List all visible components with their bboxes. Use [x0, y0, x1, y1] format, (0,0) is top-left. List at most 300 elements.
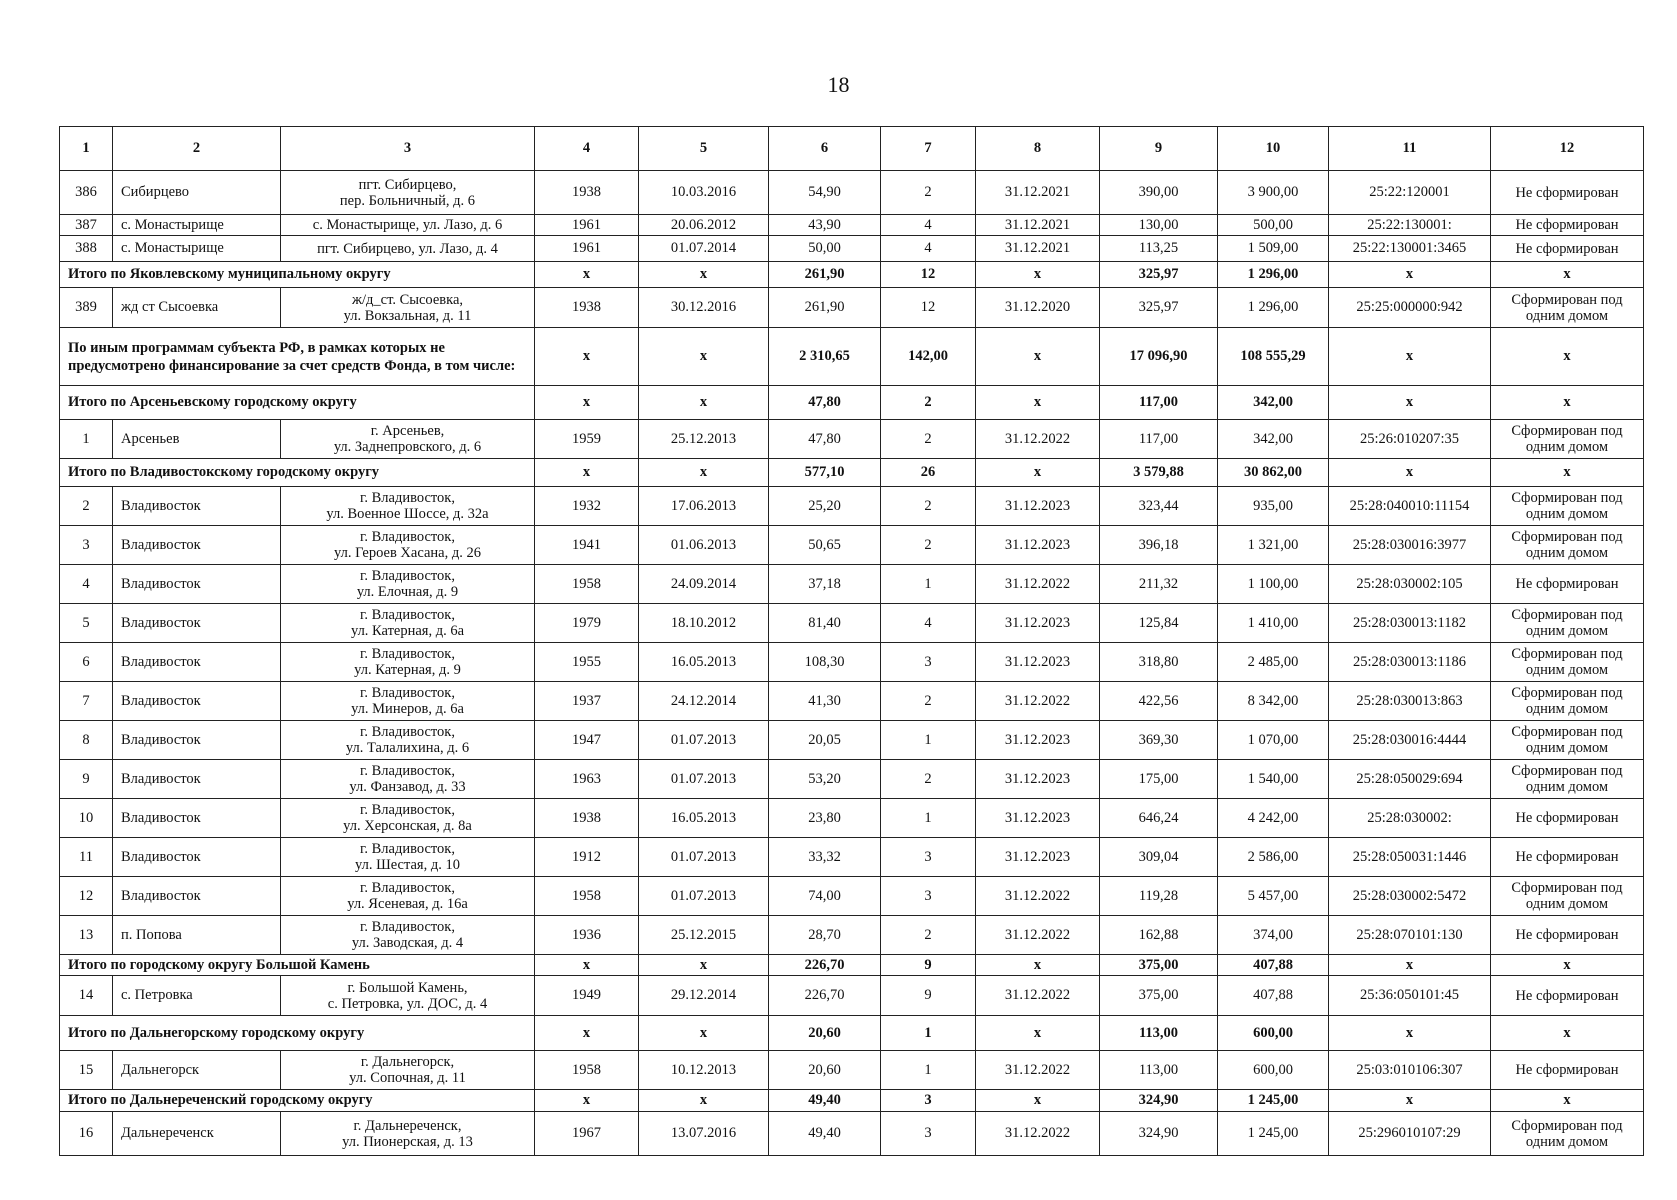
year-built-cell: 1941 [535, 526, 639, 565]
land-status-cell [1491, 760, 1644, 799]
column-10-cell: 1 540,00 [1218, 760, 1329, 799]
year-built-cell: 1938 [535, 171, 639, 215]
recognition-date-cell: 16.05.2013 [639, 643, 769, 682]
subtotal-area: 226,70 [769, 955, 881, 976]
cadastral-number-cell: 25:22:130001: [1329, 215, 1491, 236]
grand-total-row [60, 328, 1644, 386]
locality-cell: Владивосток [113, 643, 281, 682]
subtotal-residents: 9 [881, 955, 976, 976]
address-line-1: г. Владивосток, [360, 763, 455, 779]
residents-cell: 1 [881, 721, 976, 760]
land-status-cell [1491, 526, 1644, 565]
cadastral-number-cell: 25:25:000000:942 [1329, 288, 1491, 328]
row-number: 13 [60, 916, 113, 955]
address-line-1: г. Владивосток, [360, 607, 455, 623]
locality-cell: Владивосток [113, 604, 281, 643]
year-built-cell: 1955 [535, 643, 639, 682]
subtotal-area: 577,10 [769, 459, 881, 487]
deadline-cell: 31.12.2022 [976, 565, 1100, 604]
subtotal-column-9: 17 096,90 [1100, 328, 1218, 386]
recognition-date-cell: 29.12.2014 [639, 976, 769, 1016]
table-row [60, 288, 1644, 328]
subtotal-column-5: x [639, 386, 769, 420]
address-line-2: ул. Заднепровского, д. 6 [333, 439, 482, 455]
residents-cell: 2 [881, 916, 976, 955]
row-number: 386 [60, 171, 113, 215]
recognition-date-cell: 24.09.2014 [639, 565, 769, 604]
recognition-date-cell: 01.07.2013 [639, 877, 769, 916]
year-built-cell: 1963 [535, 760, 639, 799]
table-row [60, 236, 1644, 262]
column-10-cell: 1 245,00 [1218, 1112, 1329, 1156]
recognition-date-cell: 24.12.2014 [639, 682, 769, 721]
locality-cell: Владивосток [113, 877, 281, 916]
column-10-cell: 1 100,00 [1218, 565, 1329, 604]
subtotal-column-9: 375,00 [1100, 955, 1218, 976]
land-status-line-1: Не сформирован [1515, 927, 1619, 943]
column-9-cell: 422,56 [1100, 682, 1218, 721]
address-line-1: пгт. Сибирцево, [358, 176, 457, 193]
table-row [60, 682, 1644, 721]
address-cell [281, 604, 535, 643]
row-number: 9 [60, 760, 113, 799]
year-built-cell: 1967 [535, 1112, 639, 1156]
deadline-cell: 31.12.2023 [976, 721, 1100, 760]
subtotal-column-4: x [535, 1090, 639, 1112]
column-9-cell: 119,28 [1100, 877, 1218, 916]
recognition-date-cell: 30.12.2016 [639, 288, 769, 328]
recognition-date-cell: 25.12.2015 [639, 916, 769, 955]
address-line-1: г. Владивосток, [360, 568, 455, 584]
cadastral-number-cell: 25:22:120001 [1329, 171, 1491, 215]
land-status-line-2: одним домом [1525, 307, 1609, 324]
table-row [60, 721, 1644, 760]
address-cell [281, 215, 535, 236]
area-cell: 33,32 [769, 838, 881, 877]
subtotal-label: Итого по Владивостокскому городскому округу [60, 459, 535, 487]
address-line-1: г. Владивосток, [360, 685, 455, 701]
column-10-cell: 342,00 [1218, 420, 1329, 459]
year-built-cell: 1961 [535, 215, 639, 236]
subtotal-label: По иным программам субъекта РФ, в рамках которых не предусмотрено финансирование за счет средств Фонда, в том числе: [60, 328, 535, 386]
row-number: 15 [60, 1051, 113, 1090]
land-status-line-2: одним домом [1525, 779, 1609, 795]
deadline-cell: 31.12.2023 [976, 487, 1100, 526]
subtotal-column-11: x [1329, 328, 1491, 386]
address-line-2: ул. Героев Хасана, д. 26 [334, 545, 481, 561]
subtotal-column-11: x [1329, 386, 1491, 420]
land-status-line-1: Не сформирован [1515, 576, 1619, 592]
land-status-line-2: одним домом [1525, 545, 1609, 561]
subtotal-column-10: 407,88 [1218, 955, 1329, 976]
subtotal-column-12: x [1491, 459, 1644, 487]
subtotal-label: Итого по Дальнереченский городскому округу [60, 1090, 535, 1112]
column-10-cell: 1 070,00 [1218, 721, 1329, 760]
deadline-cell: 31.12.2022 [976, 1051, 1100, 1090]
column-10-cell: 2 485,00 [1218, 643, 1329, 682]
table-row [60, 1051, 1644, 1090]
subtotal-column-5: x [639, 955, 769, 976]
table-row [60, 420, 1644, 459]
year-built-cell: 1958 [535, 1051, 639, 1090]
subtotal-column-9: 3 579,88 [1100, 459, 1218, 487]
address-line-2: ул. Херсонская, д. 8а [343, 818, 472, 834]
recognition-date-cell: 18.10.2012 [639, 604, 769, 643]
column-9-cell: 175,00 [1100, 760, 1218, 799]
land-status-line-1: Сформирован под [1511, 1117, 1623, 1134]
land-status-cell [1491, 916, 1644, 955]
address-line-2: пер. Больничный, д. 6 [339, 192, 476, 209]
subtotal-column-4: x [535, 386, 639, 420]
land-status-line-2: одним домом [1525, 623, 1609, 639]
address-cell [281, 976, 535, 1016]
land-status-cell [1491, 643, 1644, 682]
deadline-cell: 31.12.2022 [976, 916, 1100, 955]
subtotal-column-5: x [639, 262, 769, 288]
column-9-cell: 646,24 [1100, 799, 1218, 838]
column-9-cell: 396,18 [1100, 526, 1218, 565]
land-status-line-1: Сформирован под [1511, 646, 1623, 662]
subtotal-column-4: x [535, 459, 639, 487]
area-cell: 25,20 [769, 487, 881, 526]
address-cell [281, 799, 535, 838]
recognition-date-cell: 10.03.2016 [639, 171, 769, 215]
subtotal-area: 261,90 [769, 262, 881, 288]
deadline-cell: 31.12.2023 [976, 760, 1100, 799]
residents-cell: 1 [881, 799, 976, 838]
column-9-cell: 113,00 [1100, 1051, 1218, 1090]
row-number: 7 [60, 682, 113, 721]
locality-cell: Владивосток [113, 487, 281, 526]
subtotal-label: Итого по Яковлевскому муниципальному округу [60, 262, 535, 288]
area-cell: 74,00 [769, 877, 881, 916]
column-header: 2 [113, 127, 281, 171]
deadline-cell: 31.12.2022 [976, 1112, 1100, 1156]
year-built-cell: 1958 [535, 565, 639, 604]
subtotal-area: 47,80 [769, 386, 881, 420]
column-header: 1 [60, 127, 113, 171]
address-line-2: ул. Ясеневая, д. 16а [347, 896, 468, 912]
area-cell: 50,00 [769, 236, 881, 262]
subtotal-column-8: x [976, 955, 1100, 976]
address-line-2: ул. Сопочная, д. 11 [349, 1070, 466, 1086]
subtotal-row [60, 386, 1644, 420]
row-number: 11 [60, 838, 113, 877]
subtotal-area: 2 310,65 [769, 328, 881, 386]
cadastral-number-cell: 25:28:030002: [1329, 799, 1491, 838]
cadastral-number-cell: 25:22:130001:3465 [1329, 236, 1491, 262]
column-header: 4 [535, 127, 639, 171]
year-built-cell: 1961 [535, 236, 639, 262]
address-line-2: ул. Минеров, д. 6а [351, 701, 464, 717]
locality-cell: Владивосток [113, 682, 281, 721]
cadastral-number-cell: 25:296010107:29 [1329, 1112, 1491, 1156]
recognition-date-cell: 01.07.2013 [639, 721, 769, 760]
subtotal-column-8: x [976, 328, 1100, 386]
column-header: 12 [1491, 127, 1644, 171]
column-10-cell: 1 410,00 [1218, 604, 1329, 643]
recognition-date-cell: 17.06.2013 [639, 487, 769, 526]
residents-cell: 4 [881, 236, 976, 262]
column-9-cell: 130,00 [1100, 215, 1218, 236]
cadastral-number-cell: 25:03:010106:307 [1329, 1051, 1491, 1090]
land-status-line-1: Не сформирован [1515, 987, 1619, 1004]
subtotal-column-10: 30 862,00 [1218, 459, 1329, 487]
address-line-2: ул. Военное Шоссе, д. 32а [326, 506, 489, 522]
land-status-line-2: одним домом [1525, 662, 1609, 678]
subtotal-column-5: x [639, 1090, 769, 1112]
residents-cell: 3 [881, 643, 976, 682]
area-cell: 54,90 [769, 171, 881, 215]
table-row [60, 604, 1644, 643]
cadastral-number-cell: 25:36:050101:45 [1329, 976, 1491, 1016]
subtotal-residents: 1 [881, 1016, 976, 1051]
deadline-cell: 31.12.2021 [976, 215, 1100, 236]
land-status-line-2: одним домом [1525, 506, 1609, 522]
deadline-cell: 31.12.2023 [976, 838, 1100, 877]
row-number: 14 [60, 976, 113, 1016]
address-line-2: ул. Талалихина, д. 6 [345, 740, 470, 756]
column-header: 7 [881, 127, 976, 171]
land-status-cell [1491, 171, 1644, 215]
land-status-cell [1491, 976, 1644, 1016]
address-cell [281, 877, 535, 916]
land-status-line-2: одним домом [1525, 740, 1609, 756]
column-header: 9 [1100, 127, 1218, 171]
header-row [60, 127, 1644, 171]
residents-cell: 1 [881, 565, 976, 604]
year-built-cell: 1947 [535, 721, 639, 760]
column-9-cell: 324,90 [1100, 1112, 1218, 1156]
row-number: 389 [60, 288, 113, 328]
recognition-date-cell: 20.06.2012 [639, 215, 769, 236]
land-status-line-1: Сформирован под [1511, 291, 1623, 308]
subtotal-column-4: x [535, 955, 639, 976]
column-10-cell: 2 586,00 [1218, 838, 1329, 877]
column-9-cell: 117,00 [1100, 420, 1218, 459]
address-cell [281, 565, 535, 604]
row-number: 388 [60, 236, 113, 262]
locality-cell: п. Попова [113, 916, 281, 955]
area-cell: 261,90 [769, 288, 881, 328]
subtotal-column-8: x [976, 1090, 1100, 1112]
address-line-2: ул. Вокзальная, д. 11 [343, 307, 472, 324]
column-9-cell: 113,25 [1100, 236, 1218, 262]
table-row [60, 643, 1644, 682]
area-cell: 47,80 [769, 420, 881, 459]
table-body [60, 171, 1644, 1156]
land-status-cell [1491, 799, 1644, 838]
address-cell [281, 288, 535, 328]
subtotal-row [60, 262, 1644, 288]
area-cell: 20,05 [769, 721, 881, 760]
address-line-2: ул. Фанзавод, д. 33 [349, 779, 466, 795]
table-row [60, 171, 1644, 215]
locality-cell: Владивосток [113, 565, 281, 604]
address-line-1: г. Владивосток, [360, 841, 455, 857]
subtotal-column-4: x [535, 1016, 639, 1051]
cadastral-number-cell: 25:28:030013:863 [1329, 682, 1491, 721]
column-9-cell: 125,84 [1100, 604, 1218, 643]
year-built-cell: 1912 [535, 838, 639, 877]
row-number: 3 [60, 526, 113, 565]
subtotal-residents: 26 [881, 459, 976, 487]
subtotal-label: Итого по городскому округу Большой Камень [60, 955, 535, 976]
residents-cell: 2 [881, 526, 976, 565]
address-line-2: ул. Шестая, д. 10 [355, 857, 460, 873]
column-9-cell: 390,00 [1100, 171, 1218, 215]
row-number: 8 [60, 721, 113, 760]
table-row [60, 976, 1644, 1016]
land-status-cell [1491, 1051, 1644, 1090]
column-10-cell: 1 321,00 [1218, 526, 1329, 565]
column-header: 6 [769, 127, 881, 171]
subtotal-column-5: x [639, 1016, 769, 1051]
column-10-cell: 5 457,00 [1218, 877, 1329, 916]
column-9-cell: 323,44 [1100, 487, 1218, 526]
recognition-date-cell: 10.12.2013 [639, 1051, 769, 1090]
subtotal-column-8: x [976, 386, 1100, 420]
address-cell [281, 682, 535, 721]
address-line-1: г. Владивосток, [360, 724, 455, 740]
deadline-cell: 31.12.2021 [976, 171, 1100, 215]
address-line-1: г. Владивосток, [360, 802, 455, 818]
address-cell [281, 760, 535, 799]
address-cell [281, 420, 535, 459]
residents-cell: 2 [881, 487, 976, 526]
locality-cell: Арсеньев [113, 420, 281, 459]
residents-cell: 2 [881, 760, 976, 799]
area-cell: 53,20 [769, 760, 881, 799]
residents-cell: 4 [881, 604, 976, 643]
area-cell: 28,70 [769, 916, 881, 955]
land-status-cell [1491, 877, 1644, 916]
residents-cell: 2 [881, 682, 976, 721]
deadline-cell: 31.12.2022 [976, 420, 1100, 459]
table-row [60, 1112, 1644, 1156]
cadastral-number-cell: 25:28:030013:1182 [1329, 604, 1491, 643]
address-cell [281, 236, 535, 262]
land-status-cell [1491, 565, 1644, 604]
subtotal-column-8: x [976, 459, 1100, 487]
subtotal-column-4: x [535, 328, 639, 386]
land-status-line-1: Не сформирован [1515, 217, 1619, 233]
subtotal-row [60, 459, 1644, 487]
year-built-cell: 1936 [535, 916, 639, 955]
column-9-cell: 309,04 [1100, 838, 1218, 877]
address-cell [281, 487, 535, 526]
recognition-date-cell: 01.07.2014 [639, 236, 769, 262]
residents-cell: 2 [881, 171, 976, 215]
table-row [60, 215, 1644, 236]
area-cell: 23,80 [769, 799, 881, 838]
address-line-1: с. Монастырище, ул. Лазо, д. 6 [312, 217, 503, 233]
table-row [60, 565, 1644, 604]
row-number: 5 [60, 604, 113, 643]
subtotal-column-11: x [1329, 1016, 1491, 1051]
locality-cell: Дальнегорск [113, 1051, 281, 1090]
subtotal-row [60, 1090, 1644, 1112]
column-10-cell: 1 296,00 [1218, 288, 1329, 328]
deadline-cell: 31.12.2023 [976, 643, 1100, 682]
year-built-cell: 1938 [535, 288, 639, 328]
area-cell: 50,65 [769, 526, 881, 565]
land-status-line-1: Сформирован под [1511, 607, 1623, 623]
address-line-2: с. Петровка, ул. ДОС, д. 4 [327, 995, 488, 1012]
address-line-2: ул. Елочная, д. 9 [356, 584, 459, 600]
subtotal-column-12: x [1491, 386, 1644, 420]
subtotal-column-10: 600,00 [1218, 1016, 1329, 1051]
address-cell [281, 643, 535, 682]
subtotal-residents: 2 [881, 386, 976, 420]
year-built-cell: 1938 [535, 799, 639, 838]
land-status-cell [1491, 420, 1644, 459]
column-10-cell: 407,88 [1218, 976, 1329, 1016]
locality-cell: Дальнереченск [113, 1112, 281, 1156]
table-row [60, 526, 1644, 565]
subtotal-column-10: 1 296,00 [1218, 262, 1329, 288]
deadline-cell: 31.12.2023 [976, 799, 1100, 838]
land-status-cell [1491, 682, 1644, 721]
land-status-cell [1491, 215, 1644, 236]
subtotal-row [60, 955, 1644, 976]
subtotal-column-8: x [976, 262, 1100, 288]
column-10-cell: 374,00 [1218, 916, 1329, 955]
row-number: 4 [60, 565, 113, 604]
area-cell: 43,90 [769, 215, 881, 236]
row-number: 16 [60, 1112, 113, 1156]
address-line-1: г. Арсеньев, [370, 423, 445, 439]
year-built-cell: 1958 [535, 877, 639, 916]
land-status-line-1: Не сформирован [1515, 240, 1619, 257]
column-10-cell: 8 342,00 [1218, 682, 1329, 721]
subtotal-column-5: x [639, 459, 769, 487]
cadastral-number-cell: 25:28:030002:105 [1329, 565, 1491, 604]
table-row [60, 838, 1644, 877]
land-status-line-1: Сформирован под [1511, 763, 1623, 779]
cadastral-number-cell: 25:28:040010:11154 [1329, 487, 1491, 526]
subtotal-column-11: x [1329, 1090, 1491, 1112]
address-cell [281, 721, 535, 760]
subtotal-label: Итого по Арсеньевскому городскому округу [60, 386, 535, 420]
subtotal-column-12: x [1491, 1090, 1644, 1112]
address-cell [281, 916, 535, 955]
subtotal-row [60, 1016, 1644, 1051]
column-10-cell: 600,00 [1218, 1051, 1329, 1090]
area-cell: 226,70 [769, 976, 881, 1016]
residents-cell: 2 [881, 420, 976, 459]
subtotal-area: 49,40 [769, 1090, 881, 1112]
area-cell: 41,30 [769, 682, 881, 721]
subtotal-column-9: 117,00 [1100, 386, 1218, 420]
column-10-cell: 1 509,00 [1218, 236, 1329, 262]
table-row [60, 760, 1644, 799]
column-9-cell: 318,80 [1100, 643, 1218, 682]
row-number: 6 [60, 643, 113, 682]
year-built-cell: 1937 [535, 682, 639, 721]
locality-cell: жд ст Сысоевка [113, 288, 281, 328]
subtotal-residents: 142,00 [881, 328, 976, 386]
land-status-cell [1491, 288, 1644, 328]
row-number: 10 [60, 799, 113, 838]
land-status-line-1: Сформирован под [1511, 880, 1623, 896]
row-number: 12 [60, 877, 113, 916]
column-header: 3 [281, 127, 535, 171]
area-cell: 81,40 [769, 604, 881, 643]
area-cell: 49,40 [769, 1112, 881, 1156]
year-built-cell: 1949 [535, 976, 639, 1016]
deadline-cell: 31.12.2022 [976, 682, 1100, 721]
